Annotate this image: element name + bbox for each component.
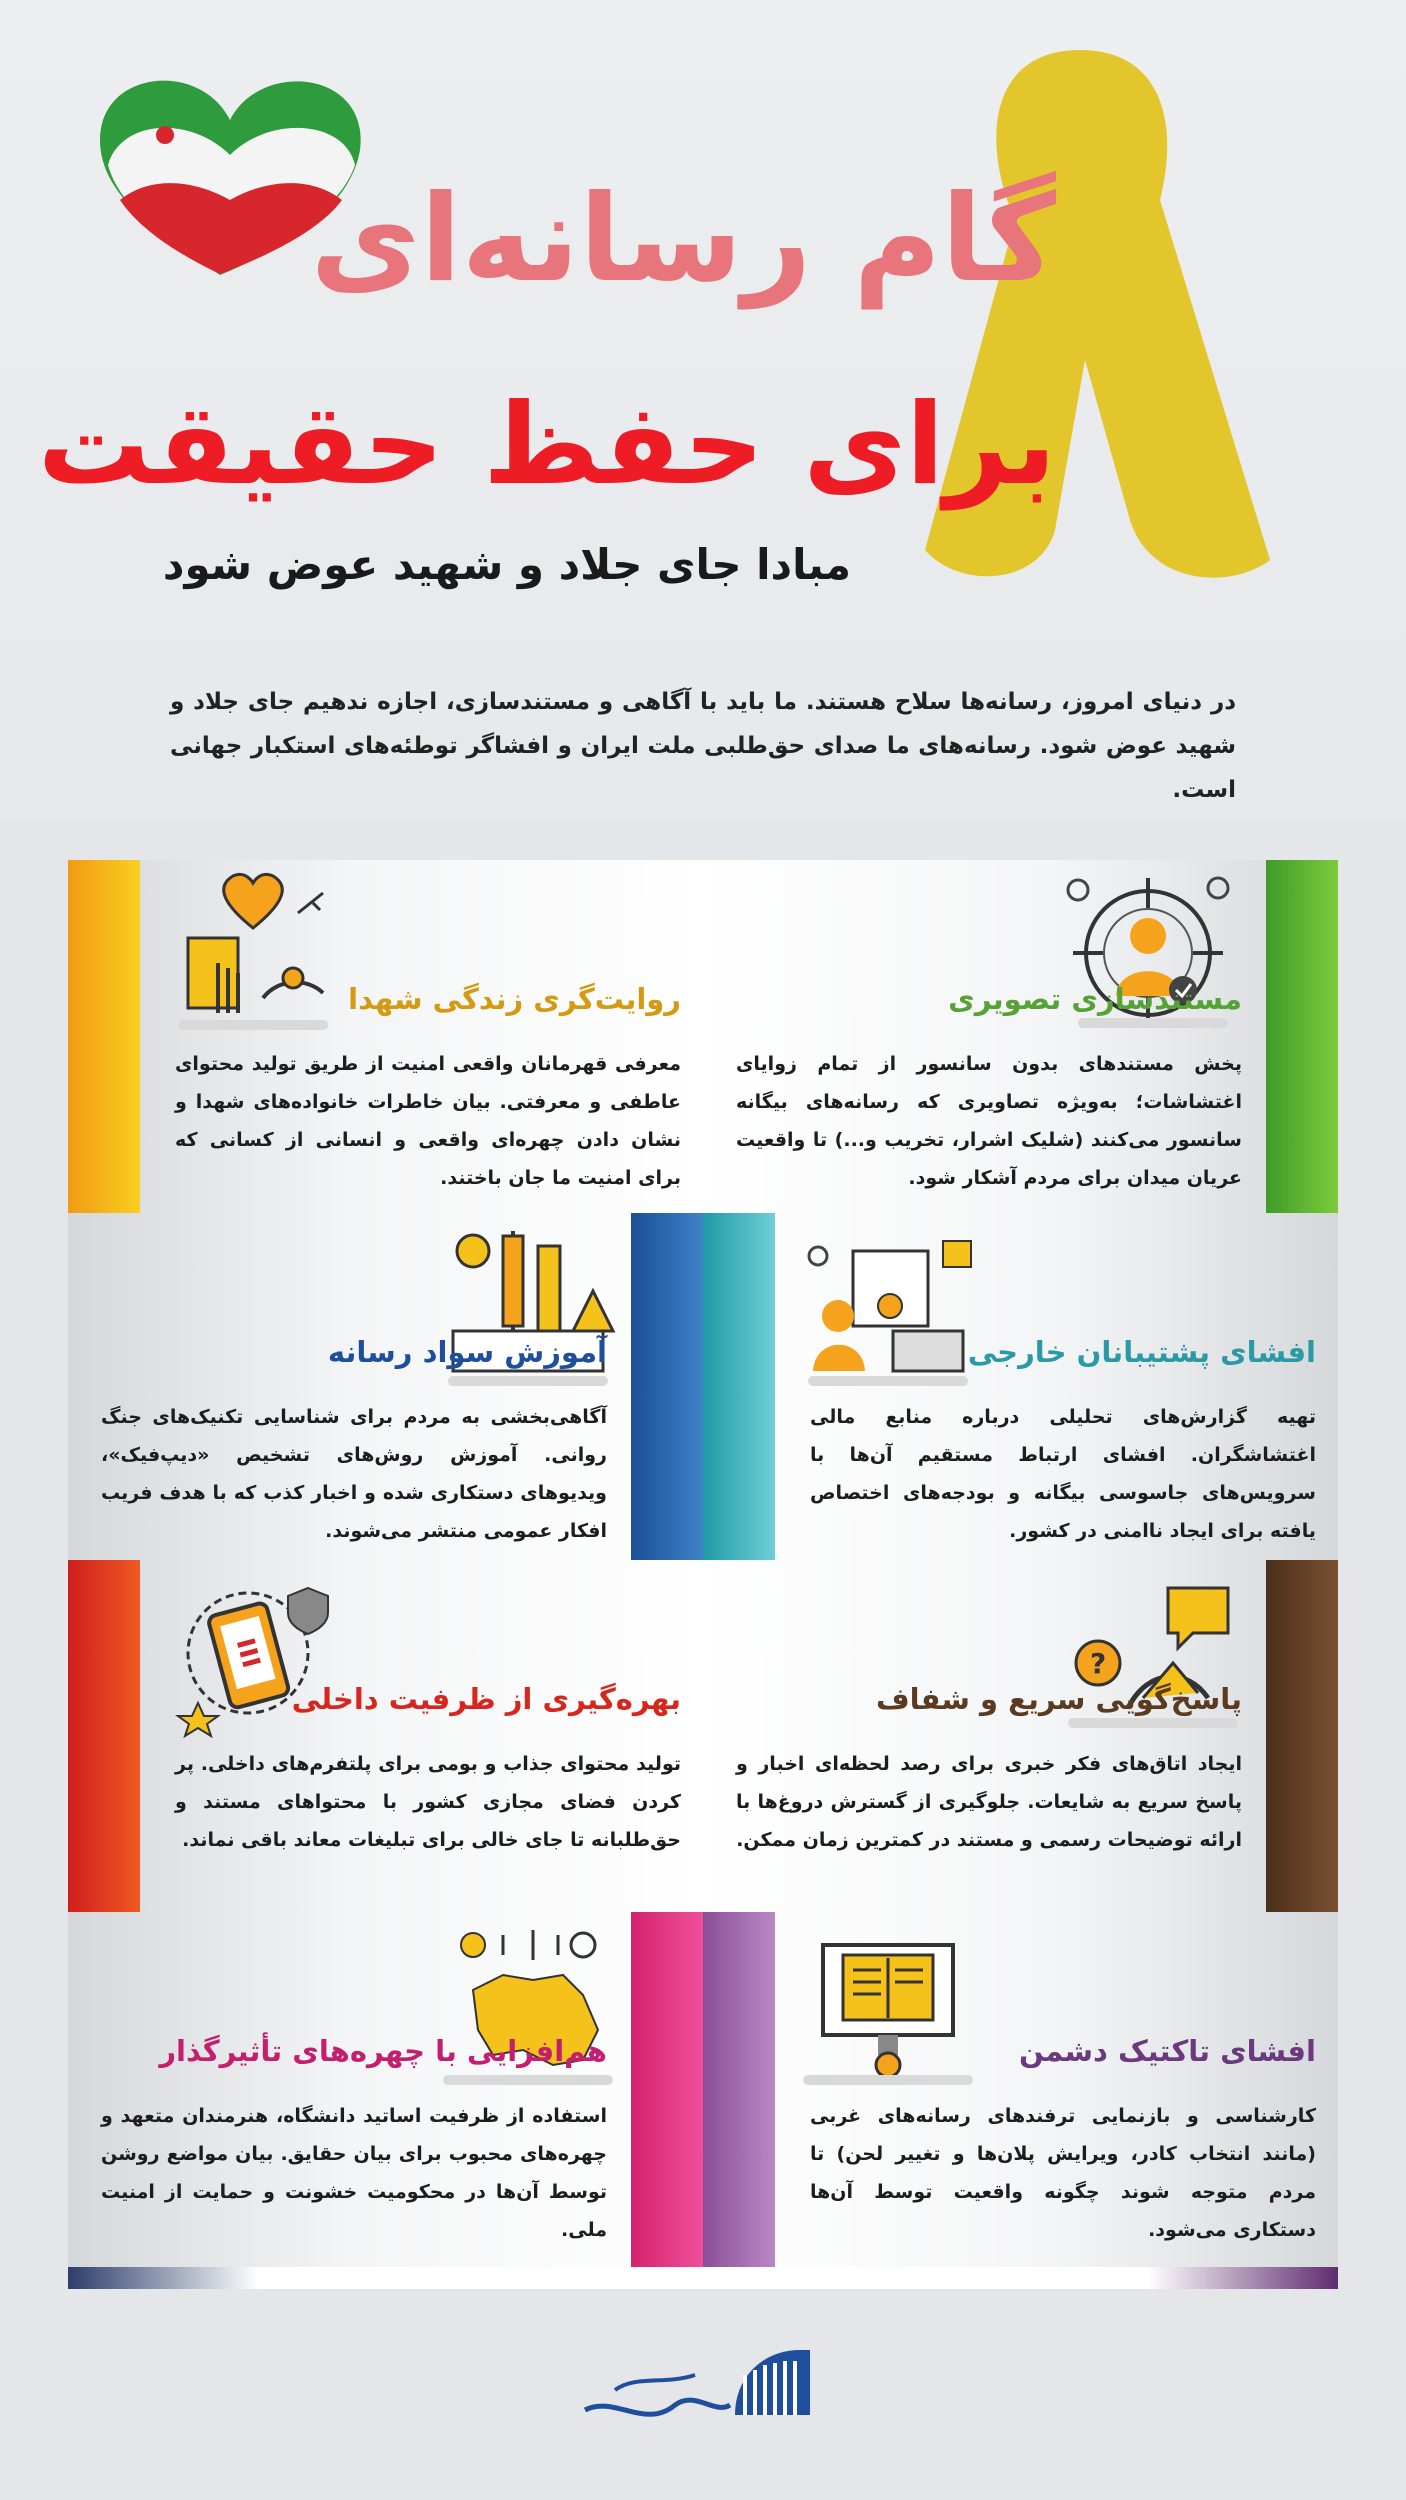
- card-visual-documentation: [703, 860, 1338, 1215]
- card-enemy-tactics: [703, 1912, 1338, 2267]
- card-body: تهیه گزارش‌های تحلیلی درباره منابع مالی اغتشاشگران. افشای ارتباط مستقیم آن‌ها با سرویس‌های جاسوسی بیگانه و بودجه‌های اختصاص یافته برای ایجاد ناامنی در کشور.: [810, 1406, 1316, 1542]
- monitor-book-icon: [793, 1920, 983, 2090]
- card-title: مستندسازی تصویری: [948, 982, 1242, 1016]
- card-stripe: [68, 860, 140, 1215]
- card-body: استفاده از ظرفیت اساتید دانشگاه، هنرمندان متعهد و چهره‌های محبوب برای بیان حقایق. بیان مواضع روشن توسط آن‌ها در محکومیت خشونت و حمایت از امنیت ملی.: [101, 2105, 607, 2241]
- card-stripe: [631, 1912, 703, 2267]
- footer-divider: [68, 2267, 1338, 2289]
- card-title: آموزش سواد رسانه: [327, 1335, 607, 1369]
- card-title: روایت‌گری زندگی شهدا: [348, 982, 681, 1016]
- card-domestic-capacity: [68, 1560, 703, 1915]
- card-body: ایجاد اتاق‌های فکر خبری برای رصد لحظه‌ای اخبار و پاسخ سریع به شایعات. جلوگیری از گسترش دروغ‌ها با ارائه توضیحات رسمی و مستند در کمترین زمان ممکن.: [736, 1753, 1242, 1851]
- card-body: کارشناسی و بازنمایی ترفندهای رسانه‌های غربی (مانند انتخاب کادر، ویرایش پلان‌ها و تغییر لحن) تا مردم متوجه شوند چگونه واقعیت توسط آن‌ها دستکاری می‌شود.: [810, 2105, 1316, 2241]
- title-line-2: برای حفظ حقیقت: [37, 380, 1056, 510]
- card-stripe: [703, 1912, 775, 2267]
- card-title: پاسخ‌گویی سریع و شفاف: [875, 1682, 1242, 1716]
- card-stripe: [703, 1213, 775, 1568]
- card-stripe: [1266, 1560, 1338, 1915]
- card-body: معرفی قهرمانان واقعی امنیت از طریق تولید محتوای عاطفی و معرفتی. بیان خاطرات خانواده‌های شهدا و نشان دادن چهره‌ای واقعی و انسانی از کسانی که برای امنیت ما جان باختند.: [175, 1053, 681, 1189]
- card-body: پخش مستندهای بدون سانسور از تمام زوایای اغتشاشات؛ به‌ویژه تصاویری که رسانه‌های بیگانه سانسور می‌کنند (شلیک اشرار، تخریب و...) تا واقعیت عریان میدان برای مردم آشکار شود.: [736, 1053, 1242, 1189]
- card-body: تولید محتوای جذاب و بومی برای پلتفرم‌های داخلی. پر کردن فضای مجازی کشور با محتواهای مستند و حق‌طلبانه تا جای خالی برای تبلیغات معاند باقی نماند.: [175, 1753, 681, 1851]
- news-agency-logo: [575, 2335, 835, 2445]
- card-title: افشای تاکتیک دشمن: [1018, 2034, 1316, 2068]
- card-body: آگاهی‌بخشی به مردم برای شناسایی تکنیک‌های جنگ روانی. آموزش روش‌های تشخیص «دیپ‌فیک»، ویدیوهای دستکاری شده و اخبار کذب که با هدف فریب افکار عمومی منتشر می‌شوند.: [101, 1406, 607, 1542]
- card-stripe: [1266, 860, 1338, 1215]
- card-foreign-supporters: [703, 1213, 1338, 1568]
- card-martyrs-narration: [68, 860, 703, 1215]
- card-influencer-synergy: [68, 1912, 703, 2267]
- card-title: بهره‌گیری از ظرفیت داخلی: [291, 1682, 681, 1716]
- intro-paragraph: در دنیای امروز، رسانه‌ها سلاح هستند. ما باید با آگاهی و مستندسازی، اجازه ندهیم جای جلاد و شهید عوض شود. رسانه‌های ما صدای حق‌طلبی ملت ایران و افشاگر توطئه‌های استکبار جهانی است.: [170, 689, 1236, 803]
- document-money-computer-icon: [793, 1221, 983, 1391]
- card-stripe: [68, 1560, 140, 1915]
- title-line-1: گام رسانه‌ای: [310, 170, 1056, 309]
- card-media-literacy: [68, 1213, 703, 1568]
- card-title: هم‌افزایی با چهره‌های تأثیرگذار: [159, 2034, 607, 2068]
- heart-lock-book-icon: [158, 868, 348, 1038]
- card-title: افشای پشتیبانان خارجی: [967, 1335, 1316, 1369]
- card-quick-response: [703, 1560, 1338, 1915]
- card-stripe: [631, 1213, 703, 1568]
- subtitle: مبادا جای جلاد و شهید عوض شود: [162, 540, 851, 589]
- svg-text:?: ?: [1090, 1647, 1107, 1680]
